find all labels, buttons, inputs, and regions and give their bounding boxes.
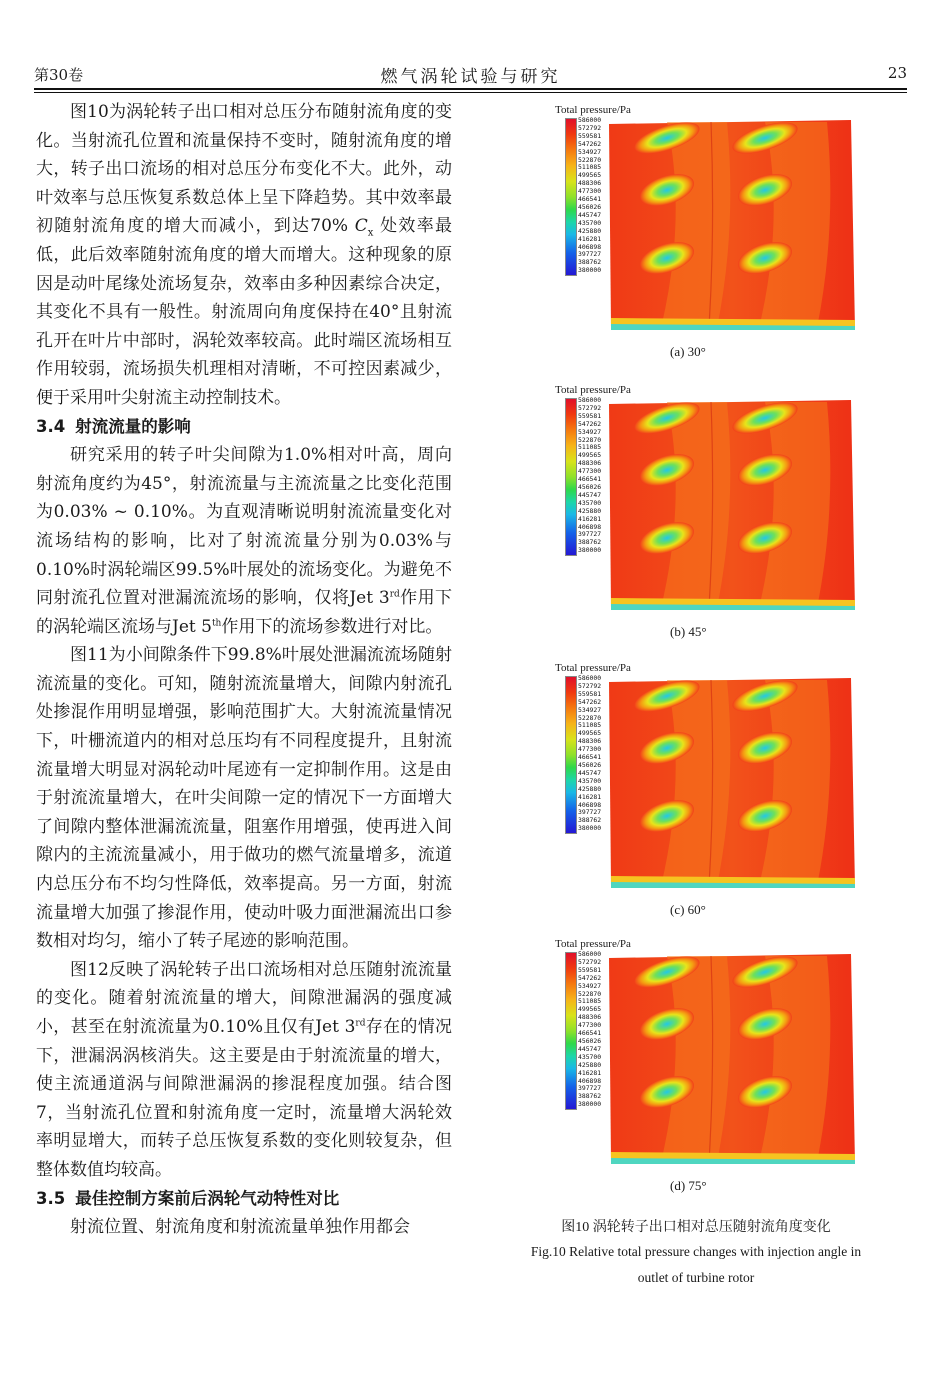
legend-ticks xyxy=(578,951,601,1109)
legend-tick-label: 380000 xyxy=(578,824,602,833)
legend-tick-label: 380000 xyxy=(578,266,602,275)
journal-title: 燃气涡轮试验与研究 xyxy=(380,67,561,87)
paragraph-2: 研究采用的转子叶尖间隙为1.0%相对叶高，周向射流角度约为45°，射流流量与主流流量之比变化范围为0.03% ~ 0.10%。为直观清晰说明射流流量变化对流场结构的影响，比对了射流流量分别为0.03%与0.10%时涡轮端区99.5%叶展处的流场变化。为避免不同射流孔位置对泄漏流流场的影响，仅将Jet 3rd作用下的涡轮端区流场与Jet 5th作用下的流场参数进行对比。 xyxy=(36,445,452,637)
legend-tick-label: 435700 xyxy=(578,1052,602,1061)
legend-tick-label: 397727 xyxy=(578,808,602,817)
legend-tick-label: 586000 xyxy=(578,950,602,958)
figure-caption-en-line2: outlet of turbine rotor xyxy=(637,1270,755,1285)
legend-tick-label: 499565 xyxy=(578,729,602,738)
legend-tick-label: 388762 xyxy=(578,1092,602,1101)
legend-title: Total pressure/Pa xyxy=(555,938,631,950)
legend-tick-label: 488306 xyxy=(578,179,602,188)
legend-tick-label: 586000 xyxy=(578,396,602,404)
legend-tick-label: 388762 xyxy=(578,258,602,267)
paragraph-3: 图11为小间隙条件下99.8%叶展处泄漏流流场随射流流量的变化。可知，随射流流量增大，间隙内射流孔处掺混作用明显增强，影响范围扩大。大射流流量情况下，叶栅流道内的相对总压均有不同程度提升，且射流流量增大明显对涡轮动叶尾迹有一定抑制作用。这是由于射流流量增大，在叶尖间隙一定的情况下一方面增大了间隙内整体泄漏流流量，阻塞作用增强，使再进入间隙内的主流流量减小，用于做功的燃气流量增多，流道内总压分布不均匀性降低，效率提高。另一方面，射流流量增大加强了掺混作用，使动叶吸力面泄漏流出口参数相对均匀，缩小了转子尾迹的影响范围。 xyxy=(36,645,452,952)
legend-tick-label: 511085 xyxy=(578,997,602,1006)
legend-tick-label: 522870 xyxy=(578,713,602,722)
legend-tick-label: 499565 xyxy=(578,451,602,460)
figure-caption-zh: 图10 涡轮转子出口相对总压随射流角度变化 xyxy=(561,1220,831,1235)
pressure-field-plot xyxy=(607,398,855,612)
contour-field xyxy=(609,118,855,330)
contour-field xyxy=(609,398,855,610)
color-legend-bar xyxy=(565,952,577,1110)
legend-tick-label: 435700 xyxy=(578,218,602,227)
legend-tick-label: 477300 xyxy=(578,187,602,196)
legend-ticks xyxy=(578,117,601,275)
legend-tick-label: 586000 xyxy=(578,116,602,124)
legend-tick-label: 445747 xyxy=(578,1044,602,1053)
volume-label: 第30卷 xyxy=(34,66,84,84)
pressure-field-plot xyxy=(607,118,855,332)
paragraph-5: 射流位置、射流角度和射流流量单独作用都会 xyxy=(70,1217,410,1238)
legend-tick-label: 559581 xyxy=(578,689,602,698)
legend-tick-label: 534927 xyxy=(578,705,602,714)
legend-tick-label: 425880 xyxy=(578,226,602,235)
legend-tick-label: 406898 xyxy=(578,242,602,251)
legend-tick-label: 445747 xyxy=(578,768,602,777)
legend-tick-label: 586000 xyxy=(578,674,602,682)
header-rule-thick xyxy=(34,88,907,90)
legend-tick-label: 522870 xyxy=(578,155,602,164)
legend-tick-label: 559581 xyxy=(578,131,602,140)
legend-tick-label: 572792 xyxy=(578,123,602,132)
paragraph-1: 图10为涡轮转子出口相对总压分布随射流角度的变化。当射流孔位置和流量保持不变时，随射流角度的增大，转子出口流场的相对总压分布变化不大。此外，动叶效率与总压恢复系数总体上呈下降趋势。其中效率最初随射流角度的增大而减小，到达70% $C_x$ 处效率最低，此后效率随射流角度的增大而增大。这种现象的原因是动叶尾缘处流场复杂，效率由多种因素综合决定，其变化不具有一般性。射流周向角度保持在40°且射流孔开在叶片中部时，涡轮效率较高。此时端区流场相互作用较弱，流场损失机理相对清晰，不可控因素减少，便于采用叶尖射流主动控制技术。 xyxy=(36,102,452,408)
legend-tick-label: 466541 xyxy=(578,1029,602,1038)
legend-tick-label: 435700 xyxy=(578,498,602,507)
panel-caption: (c) 60° xyxy=(670,902,706,917)
legend-tick-label: 435700 xyxy=(578,776,602,785)
legend-tick-label: 397727 xyxy=(578,530,602,539)
legend-tick-label: 477300 xyxy=(578,467,602,476)
contour-field xyxy=(609,676,855,888)
legend-tick-label: 511085 xyxy=(578,443,602,452)
legend-tick-label: 456026 xyxy=(578,760,602,769)
legend-tick-label: 416281 xyxy=(578,234,602,243)
legend-tick-label: 466541 xyxy=(578,195,602,204)
legend-tick-label: 572792 xyxy=(578,403,602,412)
legend-tick-label: 488306 xyxy=(578,1013,602,1022)
legend-tick-label: 488306 xyxy=(578,737,602,746)
legend-title: Total pressure/Pa xyxy=(555,662,631,674)
legend-tick-label: 416281 xyxy=(578,514,602,523)
legend-tick-label: 406898 xyxy=(578,1076,602,1085)
color-legend-bar xyxy=(565,398,577,556)
legend-tick-label: 477300 xyxy=(578,745,602,754)
legend-tick-label: 456026 xyxy=(578,1036,602,1045)
legend-tick-label: 488306 xyxy=(578,459,602,468)
legend-tick-label: 522870 xyxy=(578,989,602,998)
legend-tick-label: 445747 xyxy=(578,210,602,219)
legend-tick-label: 416281 xyxy=(578,792,602,801)
legend-ticks xyxy=(578,675,601,833)
panel-caption: (b) 45° xyxy=(670,624,707,639)
legend-tick-label: 466541 xyxy=(578,753,602,762)
legend-tick-label: 559581 xyxy=(578,411,602,420)
legend-tick-label: 572792 xyxy=(578,681,602,690)
pressure-field-plot xyxy=(607,676,855,890)
legend-tick-label: 547262 xyxy=(578,697,602,706)
legend-tick-label: 397727 xyxy=(578,250,602,259)
legend-tick-label: 388762 xyxy=(578,816,602,825)
legend-tick-label: 466541 xyxy=(578,475,602,484)
legend-tick-label: 456026 xyxy=(578,202,602,211)
legend-tick-label: 559581 xyxy=(578,965,602,974)
panel-caption: (d) 75° xyxy=(670,1178,707,1193)
pressure-field-plot xyxy=(607,952,855,1166)
legend-tick-label: 406898 xyxy=(578,522,602,531)
figure-caption-en-line1: Fig.10 Relative total pressure changes with injection angle in xyxy=(530,1244,862,1259)
legend-tick-label: 456026 xyxy=(578,482,602,491)
legend-tick-label: 499565 xyxy=(578,171,602,180)
legend-ticks xyxy=(578,397,601,555)
panel-caption: (a) 30° xyxy=(670,344,706,359)
legend-tick-label: 522870 xyxy=(578,435,602,444)
contour-field xyxy=(609,952,855,1164)
section-heading-3-5: 3.5 最佳控制方案前后涡轮气动特性对比 xyxy=(36,1188,340,1208)
legend-tick-label: 477300 xyxy=(578,1021,602,1030)
color-legend-bar xyxy=(565,118,577,276)
running-header xyxy=(34,62,907,88)
legend-tick-label: 425880 xyxy=(578,1060,602,1069)
legend-tick-label: 511085 xyxy=(578,163,602,172)
page-number: 23 xyxy=(887,64,907,82)
legend-tick-label: 380000 xyxy=(578,1100,602,1109)
legend-title: Total pressure/Pa xyxy=(555,104,631,116)
color-legend-bar xyxy=(565,676,577,834)
legend-tick-label: 416281 xyxy=(578,1068,602,1077)
legend-tick-label: 534927 xyxy=(578,981,602,990)
legend-tick-label: 445747 xyxy=(578,490,602,499)
legend-tick-label: 406898 xyxy=(578,800,602,809)
legend-tick-label: 380000 xyxy=(578,546,602,555)
legend-tick-label: 547262 xyxy=(578,973,602,982)
section-heading-3-4: 3.4 射流流量的影响 xyxy=(36,416,191,436)
legend-tick-label: 547262 xyxy=(578,139,602,148)
legend-tick-label: 425880 xyxy=(578,784,602,793)
paragraph-4: 图12反映了涡轮转子出口流场相对总压随射流流量的变化。随着射流流量的增大，间隙泄漏涡的强度减小，甚至在射流流量为0.10%且仅有Jet 3rd存在的情况下，泄漏涡涡核消失。这主要是由于射流流量的增大，使主流通道涡与间隙泄漏涡的掺混程度加强。结合图7，当射流孔位置和射流角度一定时，流量增大涡轮效率明显增大，而转子总压恢复系数的变化则较复杂，但整体数值均较高。 xyxy=(36,959,452,1180)
legend-title: Total pressure/Pa xyxy=(555,384,631,396)
text-column xyxy=(36,98,452,1242)
legend-tick-label: 511085 xyxy=(578,721,602,730)
header-rule-thin xyxy=(34,92,907,93)
legend-tick-label: 534927 xyxy=(578,147,602,156)
legend-tick-label: 572792 xyxy=(578,957,602,966)
legend-tick-label: 499565 xyxy=(578,1005,602,1014)
legend-tick-label: 425880 xyxy=(578,506,602,515)
legend-tick-label: 547262 xyxy=(578,419,602,428)
legend-tick-label: 397727 xyxy=(578,1084,602,1093)
legend-tick-label: 534927 xyxy=(578,427,602,436)
legend-tick-label: 388762 xyxy=(578,538,602,547)
